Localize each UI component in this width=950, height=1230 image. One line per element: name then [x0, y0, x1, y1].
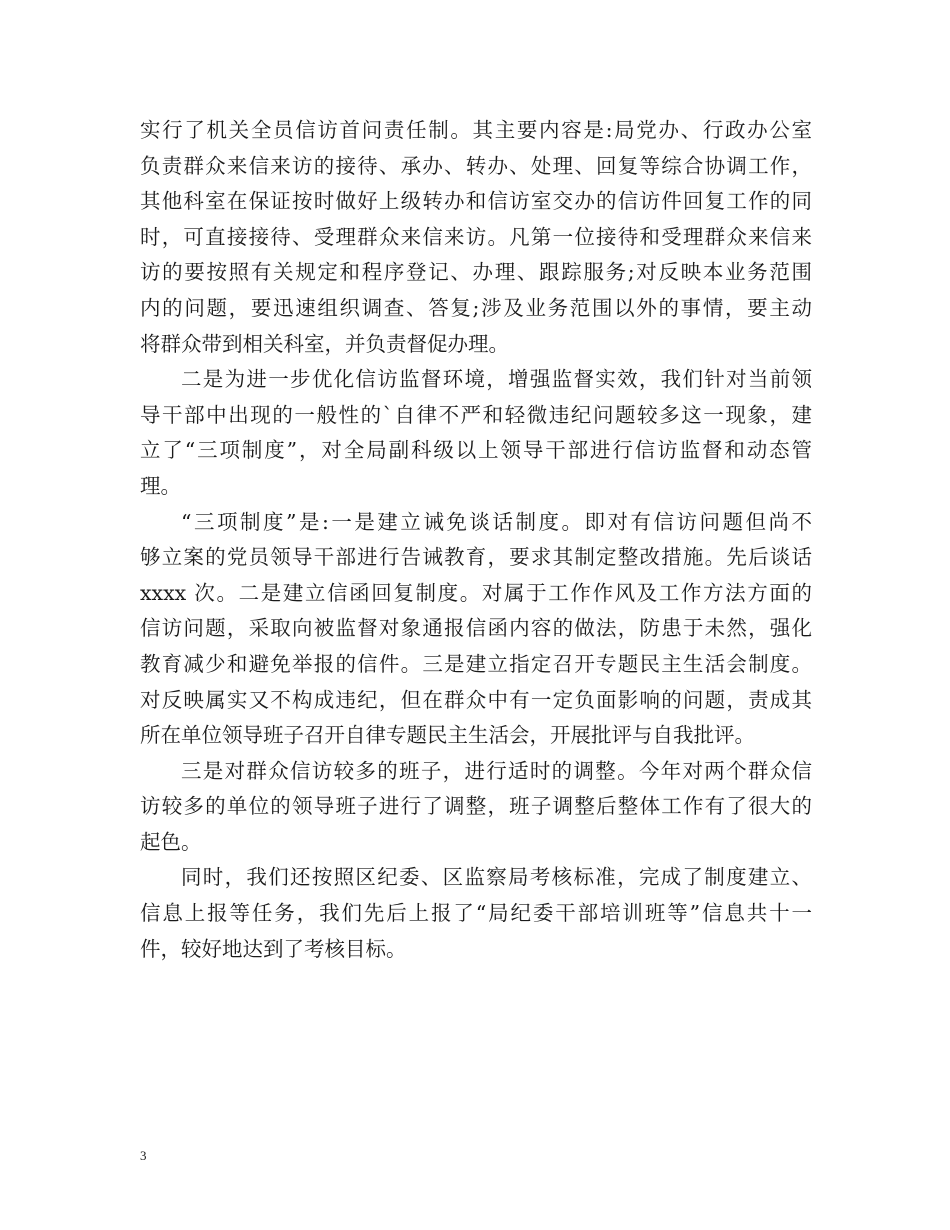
paragraph-4 — [140, 754, 812, 861]
text-line: 实行了机关全员信访首问责任制。其主要内容是:局党办、行政办公室 — [140, 118, 812, 142]
text-line: 立了“三项制度”，对全局副科级以上领导干部进行信访监督和动态管 — [140, 438, 812, 463]
text-line: 访较多的单位的领导班子进行了调整，班子调整后整体工作有了很大的 — [140, 794, 812, 819]
text-line: 内的问题，要迅速组织调查、答复;涉及业务范围以外的事情，要主动 — [140, 295, 812, 320]
paragraph-1 — [140, 113, 812, 362]
paragraph-3 — [140, 505, 812, 754]
text-line: xxxx 次。二是建立信函回复制度。对属于工作作风及工作方法方面的 — [140, 580, 812, 605]
text-line: 信息上报等任务，我们先后上报了“局纪委干部培训班等”信息共十一 — [140, 901, 812, 926]
paragraph-5 — [140, 860, 812, 967]
text-line: 将群众带到相关科室，并负责督促办理。 — [140, 331, 509, 356]
text-line: 时，可直接接待、受理群众来信来访。凡第一位接待和受理群众来信来 — [140, 224, 812, 249]
text-line: 件，较好地达到了考核目标。 — [140, 936, 407, 961]
text-line: “三项制度”是:一是建立诫免谈话制度。即对有信访问题但尚不 — [181, 509, 812, 534]
paragraph-2 — [140, 362, 812, 504]
text-line: 教育减少和避免举报的信件。三是建立指定召开专题民主生活会制度。 — [140, 651, 812, 676]
text-line: 同时，我们还按照区纪委、区监察局考核标准，完成了制度建立、 — [181, 865, 812, 890]
text-line: 二是为进一步优化信访监督环境，增强监督实效，我们针对当前领 — [181, 367, 812, 392]
text-line: 访的要按照有关规定和程序登记、办理、跟踪服务;对反映本业务范围 — [140, 260, 812, 285]
text-line: 负责群众来信来访的接待、承办、转办、处理、回复等综合协调工作， — [140, 153, 812, 178]
text-line: 理。 — [140, 473, 181, 498]
text-line: 其他科室在保证按时做好上级转办和信访室交办的信访件回复工作的同 — [140, 189, 812, 214]
text-line: 够立案的党员领导干部进行告诫教育，要求其制定整改措施。先后谈话 — [140, 545, 812, 570]
text-line: 对反映属实又不构成违纪，但在群众中有一定负面影响的问题，责成其 — [140, 687, 812, 712]
page-number: 3 — [140, 1148, 147, 1163]
text-line: 导干部中出现的一般性的`自律不严和轻微违纪问题较多这一现象，建 — [140, 402, 812, 427]
text-line: 三是对群众信访较多的班子，进行适时的调整。今年对两个群众信 — [181, 758, 812, 783]
text-line: 起色。 — [140, 829, 202, 854]
text-line: 信访问题，采取向被监督对象通报信函内容的做法，防患于未然，强化 — [140, 616, 812, 641]
document-body — [140, 113, 812, 967]
text-line: 所在单位领导班子召开自律专题民主生活会，开展批评与自我批评。 — [140, 723, 755, 748]
